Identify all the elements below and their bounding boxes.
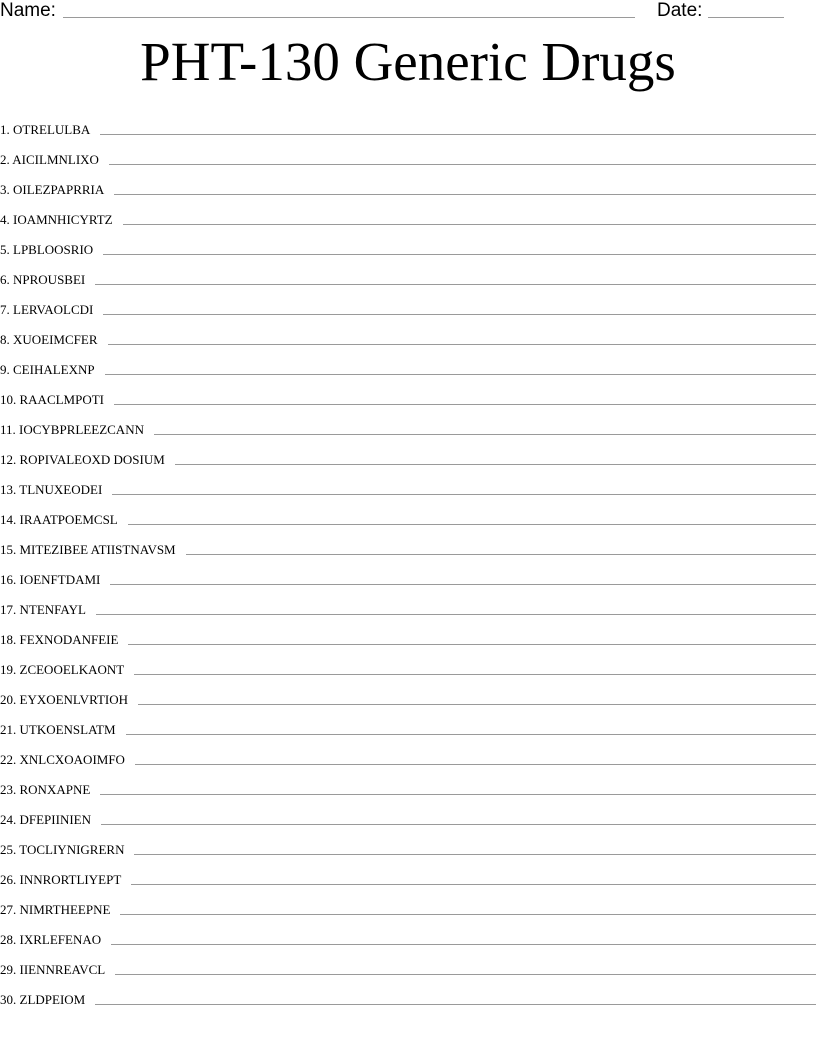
scrambled-word: 25. TOCLIYNIGRERN (0, 842, 125, 857)
question-row (0, 740, 816, 770)
answer-line[interactable] (186, 553, 816, 555)
worksheet-header (0, 0, 816, 26)
question-row (0, 170, 816, 200)
scrambled-word: 3. OILEZPAPRRIA (0, 182, 105, 197)
answer-line[interactable] (135, 763, 816, 765)
scrambled-word: 15. MITEZIBEE ATIISTNAVSM (0, 542, 176, 557)
answer-line[interactable] (175, 463, 816, 465)
answer-line[interactable] (128, 643, 816, 645)
scrambled-word: 2. AICILMNLIXO (0, 152, 99, 167)
answer-line[interactable] (100, 793, 816, 795)
answer-line[interactable] (111, 943, 816, 945)
question-row (0, 440, 816, 470)
scrambled-word: 17. NTENFAYL (0, 602, 86, 617)
question-row (0, 980, 816, 1010)
answer-line[interactable] (100, 133, 816, 135)
date-label: Date: (657, 0, 703, 21)
answer-line[interactable] (115, 973, 816, 975)
question-row (0, 950, 816, 980)
question-row (0, 350, 816, 380)
question-row (0, 710, 816, 740)
answer-line[interactable] (110, 583, 816, 585)
question-row (0, 650, 816, 680)
question-row (0, 110, 816, 140)
question-row (0, 800, 816, 830)
answer-line[interactable] (114, 193, 816, 195)
scrambled-word: 19. ZCEOOELKAONT (0, 662, 125, 677)
name-field[interactable] (63, 17, 635, 18)
question-row (0, 470, 816, 500)
scrambled-word: 23. RONXAPNE (0, 782, 91, 797)
answer-line[interactable] (154, 433, 816, 435)
question-row (0, 560, 816, 590)
question-row (0, 500, 816, 530)
question-row (0, 860, 816, 890)
answer-line[interactable] (105, 373, 816, 375)
answer-line[interactable] (103, 253, 816, 255)
question-row (0, 140, 816, 170)
answer-line[interactable] (134, 673, 816, 675)
question-row (0, 200, 816, 230)
question-row (0, 290, 816, 320)
question-row (0, 320, 816, 350)
scrambled-word: 8. XUOEIMCFER (0, 332, 98, 347)
answer-line[interactable] (114, 403, 816, 405)
scrambled-word: 7. LERVAOLCDI (0, 302, 94, 317)
page-title: PHT-130 Generic Drugs (140, 31, 676, 92)
answer-line[interactable] (103, 313, 816, 315)
answer-line[interactable] (138, 703, 816, 705)
question-row (0, 410, 816, 440)
question-row (0, 380, 816, 410)
scrambled-word: 10. RAACLMPOTI (0, 392, 105, 407)
question-row (0, 680, 816, 710)
scrambled-word: 28. IXRLEFENAO (0, 932, 102, 947)
answer-line[interactable] (131, 883, 816, 885)
scrambled-word: 21. UTKOENSLATM (0, 722, 116, 737)
scrambled-word: 24. DFEPIINIEN (0, 812, 91, 827)
scrambled-word: 9. CEIHALEXNP (0, 362, 95, 377)
question-row (0, 890, 816, 920)
scrambled-word: 18. FEXNODANFEIE (0, 632, 119, 647)
answer-line[interactable] (126, 733, 816, 735)
scrambled-word: 6. NPROUSBEI (0, 272, 86, 287)
question-row (0, 920, 816, 950)
scrambled-word: 30. ZLDPEIOM (0, 992, 86, 1007)
question-row (0, 530, 816, 560)
scrambled-word: 20. EYXOENLVRTIOH (0, 692, 129, 707)
question-row (0, 590, 816, 620)
question-row (0, 230, 816, 260)
answer-line[interactable] (108, 343, 816, 345)
answer-line[interactable] (95, 283, 816, 285)
scrambled-word: 1. OTRELULBA (0, 122, 91, 137)
question-row (0, 770, 816, 800)
scrambled-word: 27. NIMRTHEEPNE (0, 902, 111, 917)
answer-line[interactable] (96, 613, 816, 615)
scrambled-word: 12. ROPIVALEOXD DOSIUM (0, 452, 165, 467)
question-list (0, 110, 816, 1010)
scrambled-word: 4. IOAMNHICYRTZ (0, 212, 113, 227)
scrambled-word: 26. INNRORTLIYEPT (0, 872, 122, 887)
question-row (0, 830, 816, 860)
answer-line[interactable] (95, 1003, 816, 1005)
answer-line[interactable] (112, 493, 816, 495)
answer-line[interactable] (120, 913, 816, 915)
scrambled-word: 22. XNLCXOAOIMFO (0, 752, 125, 767)
scrambled-word: 16. IOENFTDAMI (0, 572, 101, 587)
answer-line[interactable] (123, 223, 816, 225)
date-field[interactable] (708, 17, 784, 18)
name-label: Name: (0, 0, 56, 21)
question-row (0, 260, 816, 290)
answer-line[interactable] (128, 523, 816, 525)
scrambled-word: 5. LPBLOOSRIO (0, 242, 94, 257)
scrambled-word: 14. IRAATPOEMCSL (0, 512, 118, 527)
scrambled-word: 29. IIENNREAVCL (0, 962, 106, 977)
scrambled-word: 11. IOCYBPRLEEZCANN (0, 422, 144, 437)
answer-line[interactable] (109, 163, 816, 165)
question-row (0, 620, 816, 650)
scrambled-word: 13. TLNUXEODEI (0, 482, 103, 497)
answer-line[interactable] (101, 823, 816, 825)
answer-line[interactable] (134, 853, 816, 855)
